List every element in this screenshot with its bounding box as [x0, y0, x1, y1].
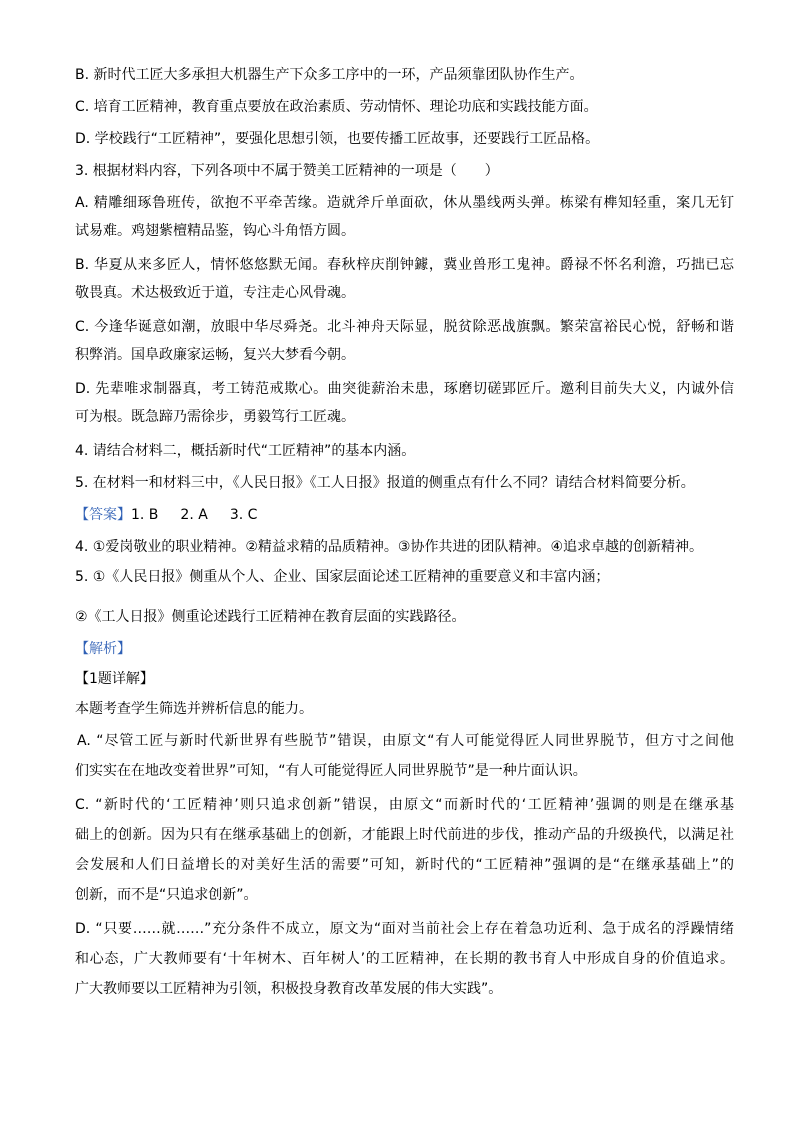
answer-5-part1: 5. ①《人民日报》侧重从个人、企业、国家层面论述工匠精神的重要意义和丰富内涵； — [75, 569, 610, 585]
detail-c-line2: 础上的创新。因为只有在继承基础上的创新，才能跟上时代前进的步伐，推动产品的升级换代，以满足社 — [75, 827, 734, 843]
answer-3: 3. C — [229, 507, 258, 523]
question-3: 3. 根据材料内容，下列各项中不属于赞美工匠精神的一项是（ ） — [75, 163, 499, 179]
detail-c-line4: 创新，而不是“只追求创新”。 — [75, 887, 258, 903]
detail-c-line1: C. “新时代的‘工匠精神’则只追求创新”错误，由原文“而新时代的‘工匠精神’强调的则是在继承基 — [75, 797, 734, 813]
q2-option-b: B. 新时代工匠大多承担大机器生产下众多工序中的一环，产品须靠团队协作生产。 — [75, 67, 584, 83]
answer-row — [75, 504, 734, 526]
detail-heading-1: 【1题详解】 — [75, 671, 154, 687]
q3-option-a-line2: 试易难。鸡翅紫檀精品鉴，钩心斗角悟方圆。 — [75, 223, 355, 239]
q2-option-d: D. 学校践行“工匠精神”，要强化思想引领，也要传播工匠故事，还要践行工匠品格。 — [75, 131, 600, 147]
detail-a-line1: A. “尽管工匠与新时代新世界有些脱节”错误，由原文“有人可能觉得匠人同世界脱节，但方寸之间他 — [77, 733, 734, 749]
answer-2: 2. A — [180, 507, 208, 523]
question-5: 5. 在材料一和材料三中，《人民日报》《工人日报》报道的侧重点有什么不同？请结合材料简要分析。 — [75, 475, 695, 491]
q3-option-a-line1: A. 精雕细琢鲁班传，欲抱不平牵苦缘。造就斧斤单面砍，休从墨线两头弹。栋梁有榫知轻重，案几无钉 — [75, 195, 734, 211]
q3-option-c-line1: C. 今逢华诞意如潮，放眼中华尽舜尧。北斗神舟天际显，脱贫除恶战旗飘。繁荣富裕民心悦，舒畅和谐 — [75, 319, 734, 335]
question-4: 4. 请结合材料二，概括新时代“工匠精神”的基本内涵。 — [75, 443, 416, 459]
answer-4: 4. ①爱岗敬业的职业精神。②精益求精的品质精神。③协作共进的团队精神。④追求卓越的创新精神。 — [75, 539, 704, 555]
detail-a-line2: 们实实在在地改变着世界”可知，“有人可能觉得匠人同世界脱节”是一种片面认识。 — [75, 763, 587, 779]
detail-d-line3: 广大教师要以工匠精神为引领，积极投身教育改革发展的伟大实践”。 — [75, 981, 503, 997]
q3-option-b-line1: B. 华夏从来多匠人，情怀悠悠默无闻。春秋梓庆削钟鐻，冀业兽形工鬼神。爵禄不怀名利澹，巧拙已忘 — [75, 257, 734, 273]
q3-option-c-line2: 积弊消。国阜政廉家运畅，复兴大梦看今朝。 — [75, 347, 355, 363]
detail-c-line3: 会发展和人们日益增长的对美好生活的需要”可知，新时代的“工匠精神”强调的是“在继承基础上”的 — [75, 857, 734, 873]
answer-1: 1. B — [131, 507, 159, 523]
q3-option-d-line2: 可为根。既急蹄乃需徐步，勇毅笃行工匠魂。 — [75, 409, 355, 425]
q3-option-d-line1: D. 先辈唯求制器真，考工铸范戒欺心。曲突徙薪治未患，琢磨切磋郢匠斤。邀利目前失大义，内诚外信 — [75, 381, 734, 397]
detail-intro: 本题考查学生筛选并辨析信息的能力。 — [75, 701, 313, 717]
answer-tag: 【答案】 — [75, 507, 131, 523]
answer-5-part2: ②《工人日报》侧重论述践行工匠精神在教育层面的实践路径。 — [75, 609, 466, 625]
detail-d-line2: 和心态，广大教师要有‘十年树木、百年树人’的工匠精神，在长期的教书育人中形成自身的价值追求。 — [75, 951, 734, 967]
analysis-tag: 【解析】 — [75, 641, 131, 657]
q2-option-c: C. 培育工匠精神，教育重点要放在政治素质、劳动情怀、理论功底和实践技能方面。 — [75, 99, 598, 115]
q3-option-b-line2: 敬畏真。术达极致近于道，专注走心风骨魂。 — [75, 285, 355, 301]
detail-d-line1: D. “只要……就……”充分条件不成立，原文为“面对当前社会上存在着急功近利、急于成名的浮躁情绪 — [75, 921, 734, 937]
